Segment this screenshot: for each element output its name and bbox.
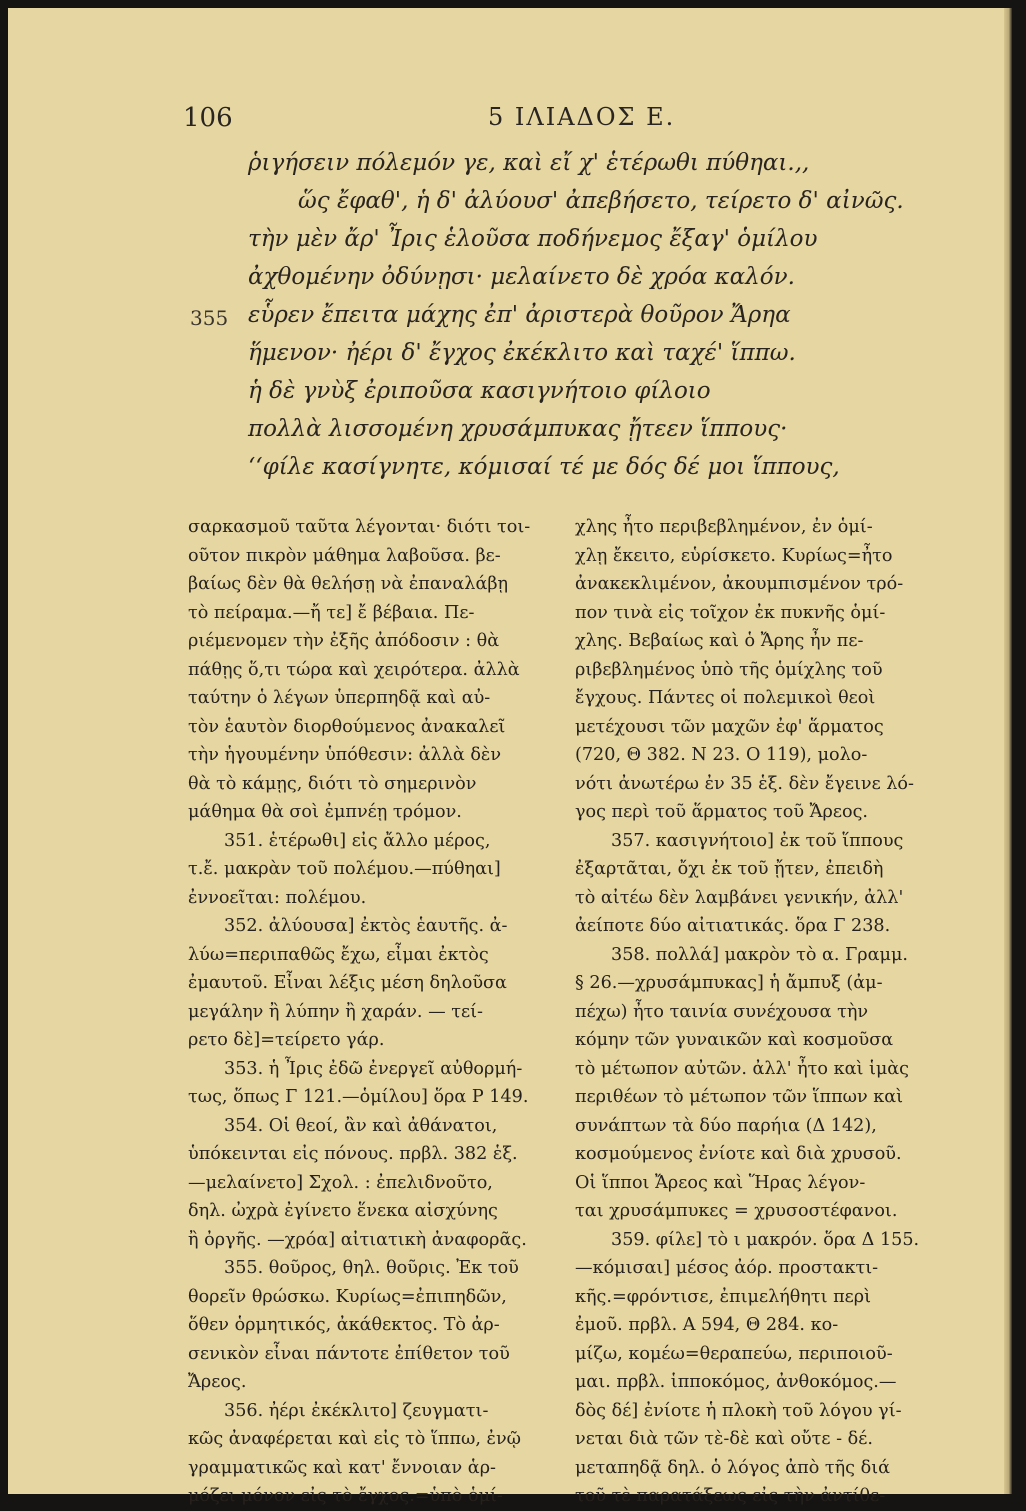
commentary-line: δηλ. ὠχρὰ ἐγίνετο ἕνεκα αἰσχύνης [188,1201,498,1221]
commentary-line: τὸ πείραμα.—ἤ τε] ἔ βέβαια. Πε- [188,602,475,623]
commentary-line: νότι ἀνωτέρω ἐν 35 ἑξ. δὲν ἔγεινε λό- [575,773,914,794]
commentary-line: ριέμενομεν τὴν ἐξῆς ἀπόδοσιν : θὰ [188,631,500,651]
commentary-line: ἀνακεκλιμένον, ἀκουμπισμένον τρό- [575,574,904,594]
verse-line: εὗρεν ἔπειτα μάχης ἐπ' ἀριστερὰ θοῦρον Ἄρηα [248,302,791,328]
commentary-line: 352. ἀλύουσα] ἐκτὸς ἑαυτῆς. ἀ- [224,916,508,936]
commentary-line: ἔγχους. Πάντες οἱ πολεμικοὶ θεοὶ [575,688,876,708]
commentary-line: ὑπόκεινται εἰς πόνους. πρβλ. 382 ἑξ. [188,1144,518,1164]
commentary-line: πάθῃς ὅ,τι τώρα καὶ χειρότερα. ἀλλὰ [188,659,520,680]
commentary-line: περιθέων τὸ μέτωπον τῶν ἵππων καὶ [575,1087,904,1107]
commentary-line: 351. ἑτέρωθι] εἰς ἄλλο μέρος, [224,830,491,851]
commentary-line: κῆς.=φρόντισε, ἐπιμελήθητι περὶ [575,1286,872,1307]
commentary-line: μόζει μόνον εἰς τὸ ἔγχος.=ὑπὸ ὁμί- [188,1486,503,1506]
verse-number: 355 [190,306,229,330]
commentary-line: ὅθεν ὁρμητικός, ἀκάθεκτος. Τὸ ἀρ- [188,1315,500,1335]
commentary-line: 357. κασιγνήτοιο] ἐκ τοῦ ἵππους [611,830,904,851]
page-number: 106 [183,103,233,133]
commentary-line: χλης ἦτο περιβεβλημένον, ἐν ὁμί- [575,517,873,537]
commentary-line: κόμην τῶν γυναικῶν καὶ κοσμοῦσα [575,1030,894,1050]
commentary-line: σενικὸν εἶναι πάντοτε ἐπίθετον τοῦ [188,1343,510,1364]
commentary-line: κῶς ἀναφέρεται καὶ εἰς τὸ ἵππω, ἐνῷ [188,1429,522,1449]
page-header [183,103,983,143]
commentary-line: ἢ ὀργῆς. —χρόα] αἰτιατικὴ ἀναφορᾶς. [188,1229,527,1250]
commentary-line: μεγάλην ἢ λύπην ἢ χαράν. — τεί- [188,1001,483,1022]
verse-line: τὴν μὲν ἄρ' Ἶρις ἑλοῦσα ποδήνεμος ἔξαγ' ὁμίλου [248,226,818,252]
commentary-line: δὸς δέ] ἐνίοτε ἡ πλοκὴ τοῦ λόγου γί- [575,1400,902,1421]
commentary-line: κοσμούμενος ἐνίοτε καὶ διὰ χρυσοῦ. [575,1144,902,1164]
commentary-line: ἐμαυτοῦ. Εἶναι λέξις μέση δηλοῦσα [188,973,507,993]
commentary-line: νεται διὰ τῶν τὲ-δὲ καὶ οὔτε - δέ. [575,1429,873,1449]
page-edge [1004,8,1012,1494]
commentary-line: μεταπηδᾷ δηλ. ὁ λόγος ἀπὸ τῆς διά [575,1457,891,1478]
commentary-line: § 26.—χρυσάμπυκας] ἡ ἄμπυξ (ἀμ- [575,973,883,993]
commentary-line: συνάπτων τὰ δύο παρήια (Δ 142), [575,1115,877,1136]
commentary-right-column [575,513,935,1511]
running-head: 5 ΙΛΙΑΔΟΣ Ε. [488,103,676,131]
commentary-line: 359. φίλε] τὸ ι μακρόν. ὅρα Δ 155. [611,1229,920,1250]
commentary-line: πέχω) ἦτο ταινία συνέχουσα τὴν [575,1001,869,1022]
commentary-line: τὴν ἡγουμένην ὑπόθεσιν: ἀλλὰ δὲν [188,745,502,765]
verse-line: ἀχθομένην ὀδύνῃσι· μελαίνετο δὲ χρόα καλόν. [248,264,795,290]
commentary-line: λύω=περιπαθῶς ἔχω, εἶμαι ἐκτὸς [188,944,489,965]
commentary-line: —κόμισαι] μέσος ἀόρ. προστακτι- [575,1258,879,1278]
commentary-line: σαρκασμοῦ ταῦτα λέγονται· διότι τοι- [188,517,531,537]
verse-line: ἥμενον· ἠέρι δ' ἔγχος ἐκέκλιτο καὶ ταχέ' ἵππω. [248,340,796,366]
commentary-line: 356. ἠέρι ἐκέκλιτο] ζευγματι- [224,1400,489,1421]
commentary-line: ρετο δὲ]=τείρετο γάρ. [188,1030,385,1050]
commentary-line: τοῦ τὲ παρατάξεως εἰς τὴν ἀντίθε- [575,1486,886,1506]
verse-line: ἡ δὲ γνὺξ ἐριποῦσα κασιγνήτοιο φίλοιο [248,378,711,404]
commentary-line: ἐμοῦ. πρβλ. Α 594, Θ 284. κο- [575,1315,839,1335]
commentary-line: 354. Οἱ θεοί, ἂν καὶ ἀθάνατοι, [224,1115,498,1136]
commentary-line: μαι. πρβλ. ἱπποκόμος, ἀνθοκόμος.— [575,1372,897,1392]
commentary-line: μίζω, κομέω=θεραπεύω, περιποιοῦ- [575,1343,893,1364]
commentary-line: ἐννοεῖται: πολέμου. [188,887,367,908]
commentary-line: βαίως δὲν θὰ θελήσῃ νὰ ἐπαναλάβῃ [188,574,509,594]
commentary-line: τὸ μέτωπον αὐτῶν. ἀλλ' ἦτο καὶ ἱμὰς [575,1058,910,1079]
verse-line: ‘‘φίλε κασίγνητε, κόμισαί τέ με δός δέ μοι ἵππους, [248,454,840,480]
commentary-line: χλης. Βεβαίως καὶ ὁ Ἄρης ἦν πε- [575,631,864,651]
commentary-line: ταύτην ὁ λέγων ὑπερπηδᾷ καὶ αὐ- [188,688,491,708]
book-page [8,8,1008,1506]
commentary-line: τὸ αἰτέω δὲν λαμβάνει γενικήν, ἀλλ' [575,887,904,908]
commentary-line: (720, Θ 382. Ν 23. Ο 119), μολο- [575,745,868,765]
commentary-line: γραμματικῶς καὶ κατ' ἔννοιαν ἁρ- [188,1457,496,1478]
commentary-line: οῦτον πικρὸν μάθημα λαβοῦσα. βε- [188,545,501,566]
commentary-line: χλῃ ἔκειτο, εὑρίσκετο. Κυρίως=ἦτο [575,545,893,566]
verse-line: ῥιγήσειν πόλεμόν γε, καὶ εἴ χ' ἑτέρωθι πύθηαι.,, [248,150,810,176]
commentary-line: μετέχουσι τῶν μαχῶν ἐφ' ἅρματος [575,716,884,737]
commentary-left-column [188,513,548,1511]
commentary-line: πον τινὰ εἰς τοῖχον ἐκ πυκνῆς ὁμί- [575,602,886,623]
commentary-line: τως, ὅπως Γ 121.—ὁμίλου] ὅρα Ρ 149. [188,1087,529,1107]
commentary-line: ριβεβλημένος ὑπὸ τῆς ὁμίχλης τοῦ [575,659,883,680]
commentary-line: 353. ἡ Ἶρις ἐδῶ ἐνεργεῖ αὐθορμή- [224,1058,523,1079]
commentary-line: —μελαίνετο] Σχολ. : ἐπελιδνοῦτο, [188,1172,493,1193]
commentary-line: τὸν ἑαυτὸν διορθούμενος ἀνακαλεῖ [188,716,506,737]
commentary-line: θὰ τὸ κάμῃς, διότι τὸ σημερινὸν [188,773,477,794]
commentary-line: γος περὶ τοῦ ἅρματος τοῦ Ἄρεος. [575,802,869,822]
commentary-line: 355. θοῦρος, θηλ. θοῦρις. Ἐκ τοῦ [224,1258,519,1278]
commentary-line: μάθημα θὰ σοὶ ἐμπνέῃ τρόμον. [188,802,462,822]
commentary-line: ἐξαρτᾶται, ὄχι ἐκ τοῦ ᾔτεν, ἐπειδὴ [575,859,884,879]
commentary-line: ἀείποτε δύο αἰτιατικάς. ὅρα Γ 238. [575,916,891,936]
verse-line: πολλὰ λισσομένη χρυσάμπυκας ᾔτεεν ἵππους· [248,416,788,442]
commentary-line: Οἱ ἵπποι Ἄρεος καὶ Ἥρας λέγον- [575,1172,866,1193]
commentary-line: Ἄρεος. [188,1372,247,1392]
commentary-line: τ.ἔ. μακρὰν τοῦ πολέμου.—πύθηαι] [188,859,501,879]
commentary-line: θορεῖν θρώσκω. Κυρίως=ἐπιπηδῶν, [188,1286,507,1307]
commentary-line: ται χρυσάμπυκες = χρυσοστέφανοι. [575,1201,898,1221]
verse-line: ὥς ἔφαθ', ἡ δ' ἀλύουσ' ἀπεβήσετο, τείρετο δ' αἰνῶς. [298,188,904,214]
commentary-line: 358. πολλά] μακρὸν τὸ α. Γραμμ. [611,944,908,965]
